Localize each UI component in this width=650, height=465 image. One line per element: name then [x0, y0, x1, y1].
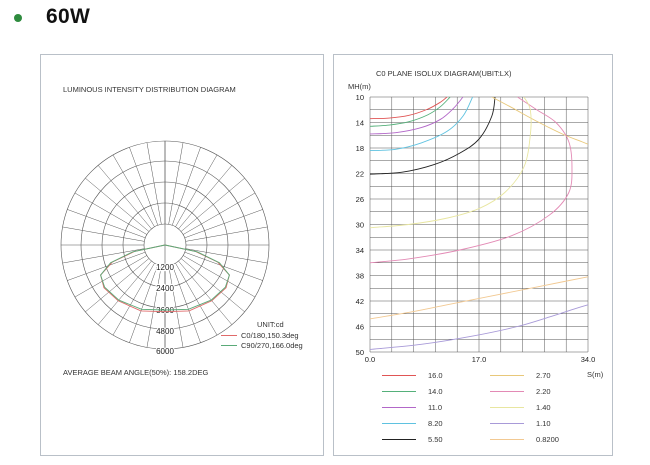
isolux-chart — [334, 55, 612, 455]
polar-spoke — [186, 227, 268, 241]
isolux-legend-label-0: 16.0 — [428, 371, 443, 380]
isolux-x-tick: 0.0 — [364, 355, 376, 364]
polar-spoke — [172, 147, 200, 225]
polar-spoke — [75, 256, 147, 298]
polar-spoke — [129, 147, 157, 225]
isolux-legend-label-2: 11.0 — [428, 403, 443, 412]
polar-spoke — [186, 249, 268, 263]
polar-spoke — [98, 165, 151, 229]
isolux-y-tick: 18 — [355, 144, 364, 153]
isolux-curve-1 — [370, 97, 450, 126]
polar-spoke — [181, 178, 245, 231]
polar-spoke — [183, 256, 255, 298]
isolux-x-tick: 17.0 — [471, 355, 487, 364]
polar-spoke — [63, 249, 145, 263]
isolux-panel — [333, 54, 613, 456]
polar-spoke — [172, 265, 200, 343]
polar-spoke — [147, 143, 161, 225]
isolux-x-tick: 34.0 — [580, 355, 596, 364]
isolux-y-tick: 50 — [355, 348, 364, 357]
polar-spoke — [178, 261, 231, 325]
polar-chart — [41, 55, 323, 455]
polar-spoke — [176, 263, 218, 335]
isolux-y-tick: 22 — [355, 169, 364, 179]
x-axis-label: S(m) — [587, 370, 604, 379]
isolux-legend-label-1: 14.0 — [428, 387, 443, 396]
intensity-panel — [40, 54, 324, 456]
beam-angle-text: AVERAGE BEAM ANGLE(50%): 158.2DEG — [63, 368, 209, 377]
page-heading: 60W — [46, 5, 91, 28]
polar-ring-label: 2400 — [156, 284, 174, 293]
polar-spoke — [113, 155, 155, 227]
polar-spoke — [67, 252, 145, 280]
isolux-y-tick: 34 — [355, 246, 364, 255]
legend-label-0: C0/180,150.3deg — [241, 331, 299, 340]
isolux-curve-6 — [370, 97, 572, 263]
polar-ring-label: 6000 — [156, 347, 174, 356]
isolux-y-tick: 26 — [355, 195, 364, 204]
polar-spoke — [67, 209, 145, 237]
unit-label: UNIT:cd — [257, 320, 284, 329]
polar-spoke — [183, 193, 255, 235]
polar-ring-label: 1200 — [156, 263, 174, 272]
isolux-legend-label-3: 8.20 — [428, 419, 443, 428]
polar-spoke — [85, 258, 149, 311]
isolux-legend-label-8: 1.10 — [536, 419, 551, 428]
isolux-legend-label-7: 1.40 — [536, 403, 551, 412]
legend-label-1: C90/270,166.0deg — [241, 341, 303, 350]
isolux-curve-2 — [370, 97, 463, 134]
polar-spoke — [169, 143, 183, 225]
bullet-dot — [14, 14, 22, 22]
polar-spoke — [85, 178, 149, 231]
polar-ring-label: 3600 — [156, 306, 174, 315]
isolux-curve-7 — [370, 97, 531, 228]
intensity-title: LUMINOUS INTENSITY DISTRIBUTION DIAGRAM — [63, 85, 236, 94]
isolux-y-tick: 10 — [355, 93, 364, 102]
polar-ring-label: 4800 — [156, 327, 174, 336]
polar-spoke — [63, 227, 145, 241]
isolux-legend-label-4: 5.50 — [428, 435, 443, 444]
polar-spoke — [181, 258, 245, 311]
isolux-y-tick: 38 — [355, 271, 364, 281]
polar-spoke — [75, 193, 147, 235]
isolux-legend-label-6: 2.20 — [536, 387, 551, 396]
isolux-legend-label-5: 2.70 — [536, 371, 551, 380]
isolux-curve-5 — [492, 97, 588, 144]
isolux-legend-label-9: 0.8200 — [536, 435, 559, 444]
y-axis-label: MH(m) — [348, 82, 371, 91]
polar-spoke — [185, 252, 263, 280]
polar-spoke — [176, 155, 218, 227]
isolux-curve-4 — [370, 97, 495, 174]
isolux-y-tick: 42 — [355, 297, 364, 306]
isolux-y-tick: 30 — [355, 220, 364, 230]
isolux-y-tick: 14 — [355, 118, 364, 128]
polar-spoke — [113, 263, 155, 335]
polar-spoke — [185, 209, 263, 237]
polar-spoke — [178, 165, 231, 229]
isolux-y-tick: 46 — [355, 322, 364, 332]
isolux-title: C0 PLANE ISOLUX DIAGRAM(UBIT:LX) — [376, 69, 512, 78]
polar-spoke — [98, 261, 151, 325]
polar-spoke — [129, 265, 157, 343]
